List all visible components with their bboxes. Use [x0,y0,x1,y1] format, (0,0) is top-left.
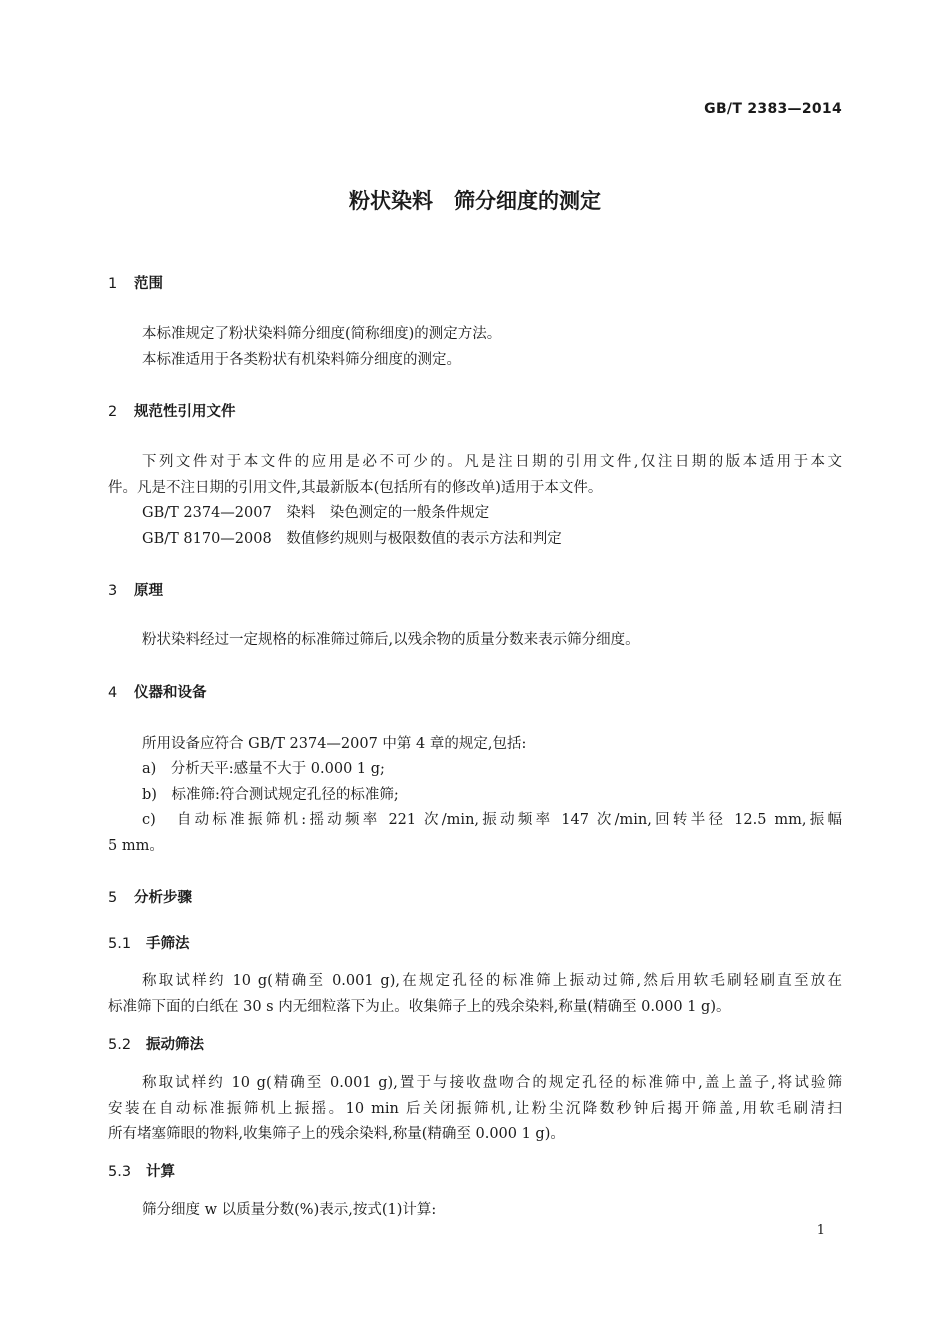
subsection-5-2-line-2: 安装在自动标准振筛机上振摇。10 min 后关闭振筛机,让粉尘沉降数秒钟后揭开筛盖,用软毛刷清扫 [108,1101,842,1117]
subsection-5-3-heading [108,1160,175,1181]
subsection-title: 手筛法 [146,936,190,952]
subsection-5-2-heading [108,1033,204,1054]
section-2-para-line-2: 件。凡是不注日期的引用文件,其最新版本(包括所有的修改单)适用于本文件。 [108,480,603,496]
subsection-title: 振动筛法 [146,1037,204,1053]
section-number: 5 [108,890,118,906]
standard-code: GB/T 2383—2014 [704,101,842,117]
section-title: 范围 [134,276,163,292]
equipment-item-b: b) 标准筛:符合测试规定孔径的标准筛; [142,787,399,803]
equipment-item-c-line-1: c) 自动标准振筛机:摇动频率 221 次/min,振动频率 147 次/min,回转半径 12.5 mm,振幅 [142,812,842,828]
section-title: 规范性引用文件 [134,404,236,420]
reference-item: GB/T 2374—2007 染料 染色测定的一般条件规定 [142,505,490,521]
subsection-title: 计算 [146,1164,175,1180]
subsection-number: 5.1 [108,936,132,952]
section-title: 仪器和设备 [134,685,207,701]
reference-item: GB/T 8170—2008 数值修约规则与极限数值的表示方法和判定 [142,531,562,547]
section-1-heading [108,272,163,293]
subsection-5-2-line-3: 所有堵塞筛眼的物料,收集筛子上的残余染料,称量(精确至 0.000 1 g)。 [108,1126,565,1142]
section-number: 1 [108,276,118,292]
section-3-para: 粉状染料经过一定规格的标准筛过筛后,以残余物的质量分数来表示筛分细度。 [142,632,640,648]
equipment-item-a: a) 分析天平:感量不大于 0.000 1 g; [142,761,385,777]
section-number: 3 [108,583,118,599]
subsection-5-1-line-1: 称取试样约 10 g(精确至 0.001 g),在规定孔径的标准筛上振动过筛,然后用软毛刷轻刷直至放在 [142,973,842,989]
subsection-number: 5.3 [108,1164,132,1180]
section-title: 分析步骤 [134,890,192,906]
section-number: 4 [108,685,118,701]
section-4-heading [108,681,207,702]
section-4-intro: 所用设备应符合 GB/T 2374—2007 中第 4 章的规定,包括: [142,736,527,752]
section-5-heading [108,886,192,907]
page-number: 1 [816,1223,825,1238]
section-1-para-1: 本标准规定了粉状染料筛分细度(简称细度)的测定方法。 [142,326,502,342]
subsection-5-3-line-1: 筛分细度 w 以质量分数(%)表示,按式(1)计算: [142,1202,437,1218]
subsection-5-1-heading [108,932,190,953]
subsection-number: 5.2 [108,1037,132,1053]
section-1-para-2: 本标准适用于各类粉状有机染料筛分细度的测定。 [142,352,461,368]
section-number: 2 [108,404,118,420]
section-3-heading [108,579,163,600]
subsection-5-1-line-2: 标准筛下面的白纸在 30 s 内无细粒落下为止。收集筛子上的残余染料,称量(精确至 0.000 1 g)。 [108,999,731,1015]
section-title: 原理 [134,583,163,599]
section-2-para-line-1: 下列文件对于本文件的应用是必不可少的。凡是注日期的引用文件,仅注日期的版本适用于本文 [142,454,842,470]
equipment-item-c-line-2: 5 mm。 [108,838,164,854]
document-title: 粉状染料 筛分细度的测定 [349,189,601,213]
section-2-heading [108,400,236,421]
subsection-5-2-line-1: 称取试样约 10 g(精确至 0.001 g),置于与接收盘吻合的规定孔径的标准筛中,盖上盖子,将试验筛 [142,1075,842,1091]
